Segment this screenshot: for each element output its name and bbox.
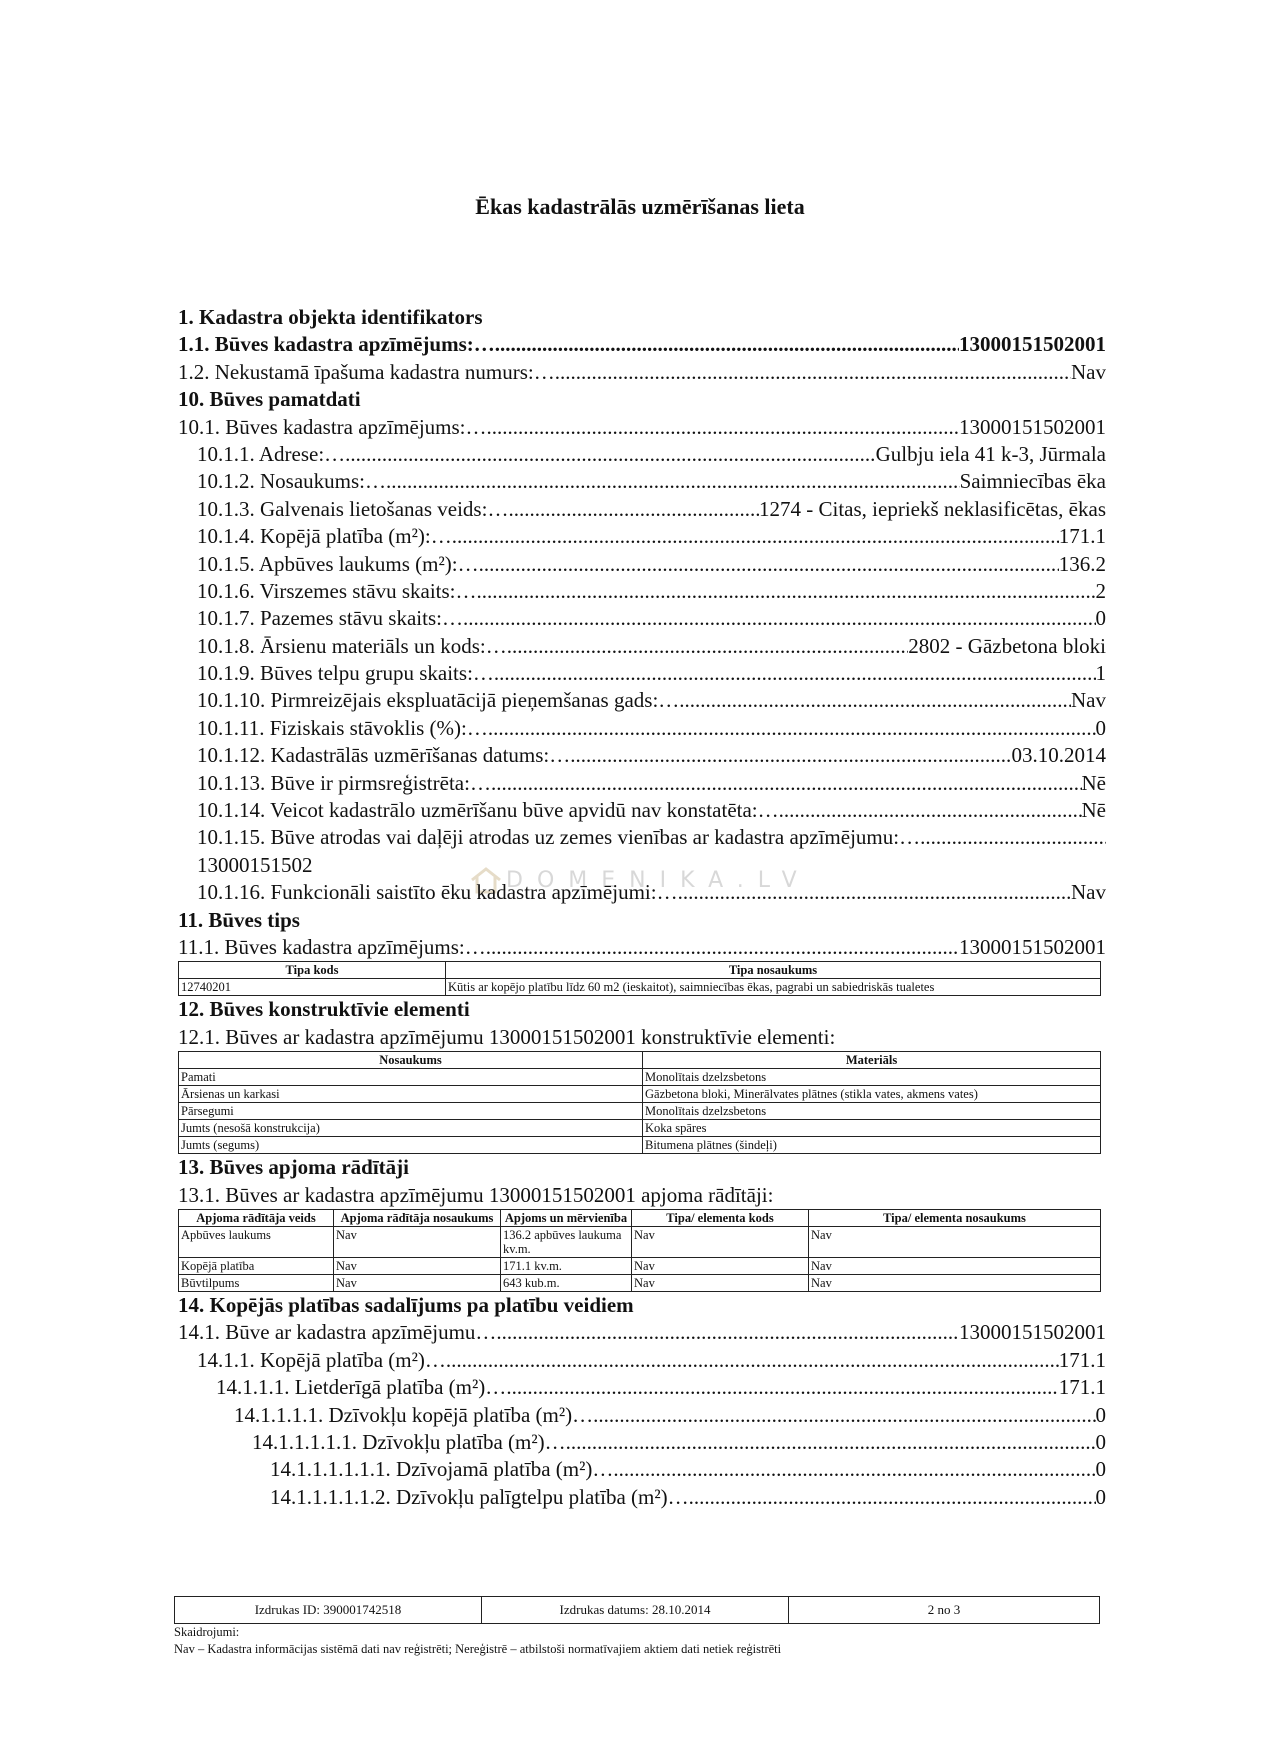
field-value: 0 — [1095, 715, 1106, 740]
field-label: 10.1.11. Fiziskais stāvoklis (%):… — [197, 715, 488, 740]
field-value: Nav — [1071, 880, 1106, 905]
field-line — [178, 1456, 1106, 1483]
field-line — [178, 824, 1106, 851]
dot-leader — [508, 496, 759, 523]
field-label: 10.1. Būves kadastra apzīmējums:… — [178, 414, 487, 439]
notes-text: Nav – Kadastra informācijas sistēmā dati nav reģistrēti; Nereģistrē – atbilstoši normatīvajiem aktiem dati netiek reģistrēti — [174, 1642, 782, 1656]
field-label: 10.1.15. Būve atrodas vai daļēji atrodas uz zemes vienības ar kadastra apzīmējumu:… — [197, 825, 921, 850]
field-value: Gulbju iela 41 k-3, Jūrmala — [875, 441, 1106, 466]
table-cell: Monolītais dzelzsbetons — [643, 1069, 1101, 1086]
field-label: 10.1.4. Kopējā platība (m²):… — [197, 524, 452, 549]
dot-leader — [491, 770, 1082, 797]
table-cell: Nav — [632, 1274, 809, 1291]
col-header: Tipa/ elementa nosaukums — [809, 1209, 1101, 1226]
dot-leader — [555, 359, 1071, 386]
field-label: 14.1.1.1.1.1. Dzīvokļu platība (m²)… — [252, 1429, 566, 1454]
table-cell: Nav — [809, 1226, 1101, 1257]
notes-heading: Skaidrojumi: — [174, 1625, 240, 1639]
field-value: 171.1 — [1058, 524, 1106, 549]
field-line — [178, 468, 1106, 495]
notes — [174, 1624, 781, 1658]
col-header: Apjoma rādītāja nosaukums — [334, 1209, 501, 1226]
table-cell: Apbūves laukums — [179, 1226, 334, 1257]
section-heading — [178, 331, 1106, 358]
dot-leader — [506, 1374, 1058, 1401]
document-content — [178, 304, 1106, 1511]
dot-leader — [679, 687, 1071, 714]
field-line — [178, 687, 1106, 714]
print-footer — [174, 1596, 1100, 1624]
table-row — [179, 1120, 1101, 1137]
field-label: 11. Būves tips — [178, 907, 300, 932]
dot-leader — [463, 605, 1096, 632]
field-label: 13000151502 — [197, 852, 313, 877]
field-line — [178, 742, 1106, 769]
field-label: 10.1.3. Galvenais lietošanas veids:… — [197, 496, 509, 521]
table-cell: Bitumena plātnes (šindeļi) — [643, 1137, 1101, 1154]
field-label: 14.1.1.1.1.1.2. Dzīvokļu palīgtelpu platība (m²)… — [270, 1484, 689, 1509]
field-line — [178, 578, 1106, 605]
field-label: 10.1.14. Veicot kadastrālo uzmērīšanu būve apvidū nav konstatēta:… — [197, 798, 779, 823]
field-value: Nē — [1081, 798, 1106, 823]
dot-leader — [920, 824, 1106, 851]
field-line — [178, 633, 1106, 660]
col-header: Apjoma rādītāja veids — [179, 1209, 334, 1226]
field-label: 10.1.12. Kadastrālās uzmērīšanas datums:… — [197, 743, 571, 768]
table-cell: Nav — [809, 1274, 1101, 1291]
field-label: 11.1. Būves kadastra apzīmējums:… — [178, 934, 486, 959]
dot-leader — [477, 578, 1096, 605]
field-line — [178, 414, 1106, 441]
col-header: Apjoms un mērvienība — [501, 1209, 632, 1226]
table-row — [179, 979, 1101, 996]
field-label: 10.1.6. Virszemes stāvu skaits:… — [197, 578, 477, 603]
field-line — [178, 1374, 1106, 1401]
table-row — [179, 1226, 1101, 1257]
field-label: 10.1.5. Apbūves laukums (m²):… — [197, 551, 479, 576]
dot-leader — [689, 1484, 1096, 1511]
type-table — [178, 961, 1101, 996]
table-cell: 171.1 kv.m. — [501, 1257, 632, 1274]
section-heading — [178, 386, 1106, 413]
table-cell: Gāzbetona bloki, Minerālvates plātnes (stikla vates, akmens vates) — [643, 1086, 1101, 1103]
watermark: DOMENIKA.LV — [506, 868, 811, 893]
dot-leader — [566, 1429, 1096, 1456]
field-label: 10. Būves pamatdati — [178, 387, 361, 412]
section-subline: 13.1. Būves ar kadastra apzīmējumu 13000151502001 apjoma rādītāji: — [178, 1182, 774, 1207]
dot-leader — [507, 633, 909, 660]
table-cell: 136.2 apbūves laukuma kv.m. — [501, 1226, 632, 1257]
field-label: 10.1.2. Nosaukums:… — [197, 469, 386, 494]
field-value: 13000151502001 — [959, 1320, 1106, 1345]
field-value: Nav — [1071, 688, 1106, 713]
field-value: 13000151502001 — [959, 332, 1106, 357]
page-number: 2 no 3 — [927, 1602, 961, 1617]
field-label: 14.1.1. Kopējā platība (m²)… — [197, 1347, 446, 1372]
field-line — [178, 797, 1106, 824]
field-line — [178, 551, 1106, 578]
dot-leader — [479, 551, 1059, 578]
table-cell: 12740201 — [179, 979, 446, 996]
volume-table — [178, 1209, 1101, 1292]
table-row — [179, 1086, 1101, 1103]
table-row — [179, 1257, 1101, 1274]
area-breakdown-lines — [178, 1319, 1106, 1511]
field-line — [178, 660, 1106, 687]
field-line — [178, 1402, 1106, 1429]
table-cell: Nav — [334, 1257, 501, 1274]
table-cell: Ārsienas un karkasi — [179, 1086, 643, 1103]
field-label: 10.1.10. Pirmreizējais ekspluatācijā pieņemšanas gads:… — [197, 688, 680, 713]
dot-leader — [613, 1456, 1095, 1483]
field-value: 0 — [1095, 1457, 1106, 1482]
field-line — [178, 879, 1106, 906]
document-title: Ēkas kadastrālās uzmērīšanas lieta — [475, 194, 805, 219]
field-value: 13000151502001 — [959, 934, 1106, 959]
table-cell: Būvtilpums — [179, 1274, 334, 1291]
field-label: 10.1.1. Adrese:… — [197, 441, 346, 466]
table-cell: Kopējā platība — [179, 1257, 334, 1274]
field-label: 14.1.1.1. Lietderīgā platība (m²)… — [216, 1375, 507, 1400]
table-cell: Nav — [334, 1274, 501, 1291]
section-subline: 12.1. Būves ar kadastra apzīmējumu 13000151502001 konstruktīvie elementi: — [178, 1024, 836, 1049]
field-line — [178, 441, 1106, 468]
field-value: Saimniecības ēka — [959, 469, 1106, 494]
field-line — [178, 1347, 1106, 1374]
table-cell: 643 kub.m. — [501, 1274, 632, 1291]
field-value: 2 — [1095, 578, 1106, 603]
dot-leader — [495, 331, 959, 358]
table-cell: Nav — [334, 1226, 501, 1257]
field-value: 0 — [1095, 1484, 1106, 1509]
field-label: 1.1. Būves kadastra apzīmējums:… — [178, 332, 495, 357]
table-cell: Monolītais dzelzsbetons — [643, 1103, 1101, 1120]
section-heading — [178, 907, 1106, 934]
field-label: 10.1.13. Būve ir pirmsreģistrēta:… — [197, 770, 491, 795]
print-date: Izdrukas datums: 28.10.2014 — [482, 1597, 789, 1623]
field-line — [178, 605, 1106, 632]
dot-leader — [487, 414, 959, 441]
col-header: Tipa nosaukums — [446, 962, 1101, 979]
dot-leader — [494, 660, 1096, 687]
table-cell: Pārsegumi — [179, 1103, 643, 1120]
field-value: 136.2 — [1058, 551, 1106, 576]
identifier-lines — [178, 304, 1106, 961]
field-value: 1274 - Citas, iepriekš neklasificētas, ēkas — [759, 496, 1106, 521]
dot-leader — [496, 1319, 959, 1346]
table-row — [179, 1137, 1101, 1154]
table-cell: Nav — [632, 1257, 809, 1274]
construction-table — [178, 1051, 1101, 1154]
field-label: 10.1.8. Ārsienu materiāls un kods:… — [197, 633, 507, 658]
field-value: Nē — [1081, 770, 1106, 795]
dot-leader — [486, 934, 959, 961]
table-row — [179, 1069, 1101, 1086]
field-line — [178, 1484, 1106, 1511]
table-cell: Jumts (segums) — [179, 1137, 643, 1154]
table-cell: Koka spāres — [643, 1120, 1101, 1137]
field-label: 14.1.1.1.1. Dzīvokļu kopējā platība (m²)… — [234, 1402, 594, 1427]
field-label: 1. Kadastra objekta identifikators — [178, 305, 483, 329]
field-label: 14.1.1.1.1.1.1. Dzīvojamā platība (m²)… — [270, 1457, 614, 1482]
field-line — [178, 934, 1106, 961]
table-cell: Nav — [809, 1257, 1101, 1274]
dot-leader — [593, 1402, 1095, 1429]
dot-leader — [488, 715, 1096, 742]
col-header: Tipa kods — [179, 962, 446, 979]
table-cell: Pamati — [179, 1069, 643, 1086]
section-heading: 12. Būves konstruktīvie elementi — [178, 997, 470, 1022]
col-header: Materiāls — [643, 1052, 1101, 1069]
field-label: 14.1. Būve ar kadastra apzīmējumu… — [178, 1320, 497, 1345]
table-row — [179, 1103, 1101, 1120]
field-value: 03.10.2014 — [1011, 743, 1106, 768]
field-value: 0 — [1095, 606, 1106, 631]
table-cell: Kūtis ar kopējo platību līdz 60 m2 (ieskaitot), saimniecības ēkas, pagrabi un sabiedriskās tualetes — [446, 979, 1101, 996]
field-label: 10.1.16. Funkcionāli saistīto ēku kadastra apzīmējumi:… — [197, 880, 678, 905]
field-label: 1.2. Nekustamā īpašuma kadastra numurs:… — [178, 359, 555, 384]
dot-leader — [779, 797, 1082, 824]
col-header: Tipa/ elementa kods — [632, 1209, 809, 1226]
table-cell: Nav — [632, 1226, 809, 1257]
col-header: Nosaukums — [179, 1052, 643, 1069]
dot-leader — [386, 468, 960, 495]
field-value: 2802 - Gāzbetona bloki — [908, 633, 1106, 658]
table-row — [179, 1274, 1101, 1291]
table-cell: Jumts (nesošā konstrukcija) — [179, 1120, 643, 1137]
dot-leader — [452, 523, 1059, 550]
section-heading — [178, 304, 1106, 331]
dot-leader — [345, 441, 875, 468]
field-value: 171.1 — [1058, 1347, 1106, 1372]
field-value: 171.1 — [1058, 1375, 1106, 1400]
field-line — [178, 1319, 1106, 1346]
section-heading: 14. Kopējās platības sadalījums pa platību veidiem — [178, 1292, 634, 1317]
field-line — [178, 496, 1106, 523]
print-id: Izdrukas ID: 390001742518 — [175, 1597, 482, 1623]
field-value: 0 — [1095, 1429, 1106, 1454]
dot-leader — [570, 742, 1011, 769]
field-line — [178, 523, 1106, 550]
field-line — [178, 1429, 1106, 1456]
field-value: 1 — [1095, 661, 1106, 686]
field-value: Nav — [1071, 359, 1106, 384]
field-value: 13000151502001 — [959, 414, 1106, 439]
field-line — [178, 770, 1106, 797]
field-label: 10.1.9. Būves telpu grupu skaits:… — [197, 661, 494, 686]
field-value: 0 — [1095, 1402, 1106, 1427]
field-label: 10.1.7. Pazemes stāvu skaits:… — [197, 606, 463, 631]
dot-leader — [678, 879, 1071, 906]
field-line — [178, 715, 1106, 742]
field-line — [178, 852, 1106, 879]
dot-leader — [446, 1347, 1059, 1374]
field-line — [178, 359, 1106, 386]
section-heading: 13. Būves apjoma rādītāji — [178, 1155, 409, 1180]
